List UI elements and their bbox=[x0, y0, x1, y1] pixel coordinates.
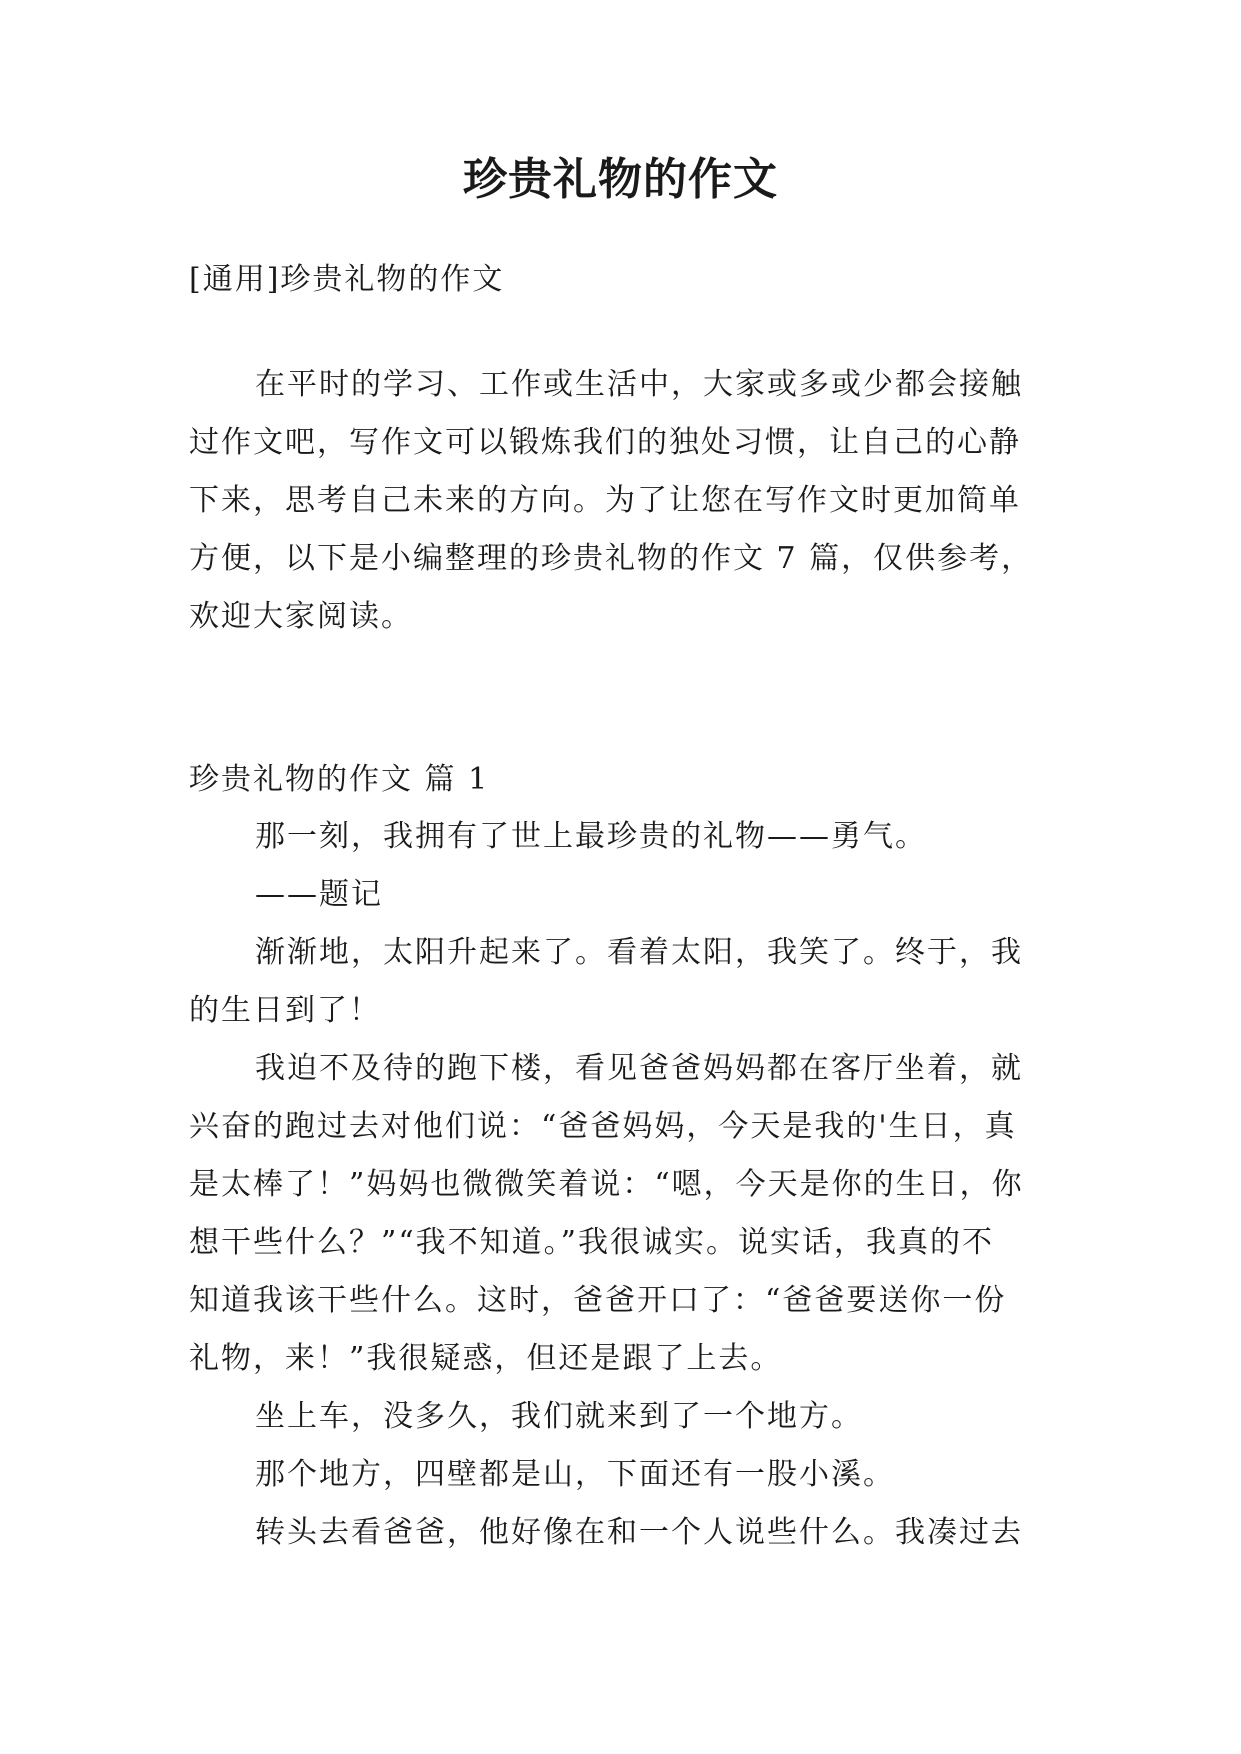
intro-line: 在平时的学习、工作或生活中，大家或多或少都会接触 bbox=[255, 367, 1023, 402]
body-line: 礼物，来！”我很疑惑，但还是跟了上去。 bbox=[189, 1341, 783, 1376]
body-line: 那个地方，四壁都是山，下面还有一股小溪。 bbox=[255, 1457, 895, 1492]
body-line: 兴奋的跑过去对他们说：“爸爸妈妈，今天是我的'生日，真 bbox=[189, 1109, 1017, 1144]
section-title: 珍贵礼物的作文 篇 1 bbox=[189, 762, 490, 797]
body-line: 渐渐地，太阳升起来了。看着太阳，我笑了。终于，我 bbox=[255, 935, 1023, 970]
document-subtitle: [通用]珍贵礼物的作文 bbox=[189, 262, 505, 297]
body-line: 坐上车，没多久，我们就来到了一个地方。 bbox=[255, 1399, 863, 1434]
intro-line: 过作文吧，写作文可以锻炼我们的独处习惯，让自己的心静 bbox=[189, 425, 1021, 460]
body-line: 我迫不及待的跑下楼，看见爸爸妈妈都在客厅坐着，就 bbox=[255, 1051, 1023, 1086]
intro-line: 方便，以下是小编整理的珍贵礼物的作文 7 篇，仅供参考， bbox=[189, 541, 1034, 576]
intro-line: 欢迎大家阅读。 bbox=[189, 599, 413, 634]
body-line: 想干些什么？”“我不知道。”我很诚实。说实话，我真的不 bbox=[189, 1225, 995, 1260]
body-line: ——题记 bbox=[255, 877, 383, 912]
body-line: 的生日到了！ bbox=[189, 993, 381, 1028]
body-line: 转头去看爸爸，他好像在和一个人说些什么。我凑过去 bbox=[255, 1515, 1023, 1550]
body-line: 那一刻，我拥有了世上最珍贵的礼物——勇气。 bbox=[255, 819, 927, 854]
document-title: 珍贵礼物的作文 bbox=[463, 154, 778, 205]
essay-body bbox=[189, 808, 1069, 1562]
intro-line: 下来，思考自己未来的方向。为了让您在写作文时更加简单 bbox=[189, 483, 1021, 518]
intro-paragraph bbox=[189, 356, 1069, 646]
body-line: 是太棒了！”妈妈也微微笑着说：“嗯，今天是你的生日，你 bbox=[189, 1167, 1024, 1202]
body-line: 知道我该干些什么。这时，爸爸开口了：“爸爸要送你一份 bbox=[189, 1283, 1007, 1318]
